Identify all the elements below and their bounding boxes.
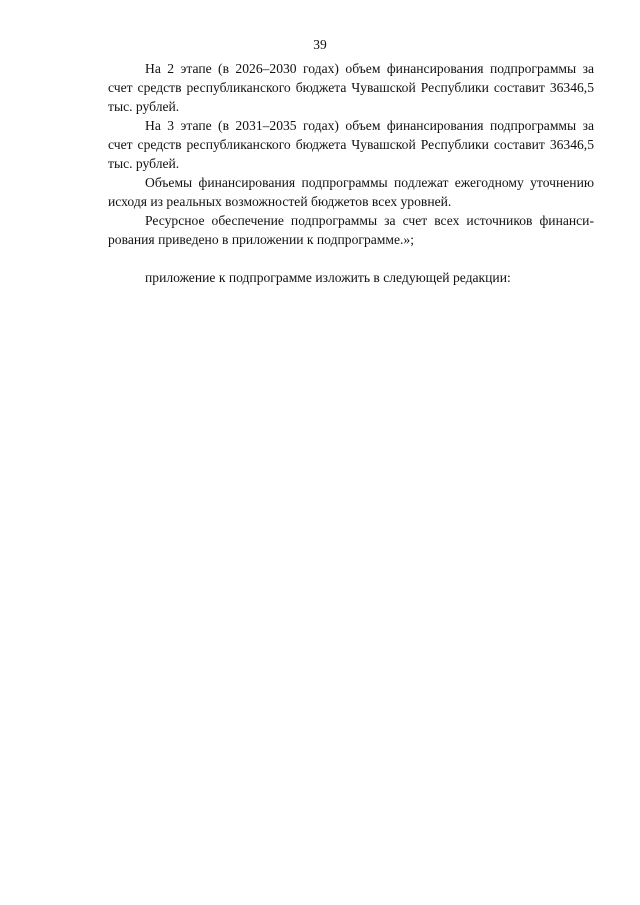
document-body: [108, 59, 594, 287]
paragraph-resource-provision: Ресурсное обеспечение подпрограммы за счет всех источников финансирования приведено в приложении к подпрограмме.»;: [108, 213, 594, 247]
paragraph-stage-3-funding: На 3 этапе (в 2031–2035 годах) объем финансирования подпрограммы за счет средств республиканского бюджета Чувашской Республики составит 36346,5 тыс. рублей.: [108, 118, 594, 171]
paragraph-stage-2-funding: На 2 этапе (в 2026–2030 годах) объем финансирования подпрограммы за счет средств республиканского бюджета Чувашской Республики составит 36346,5 тыс. рублей.: [108, 61, 594, 114]
paragraph-appendix-instruction: приложение к подпрограмме изложить в следующей редакции:: [145, 270, 511, 285]
page-number: 39: [313, 37, 327, 52]
paragraph-funding-adjustment: Объемы финансирования подпрограммы подлежат ежегодному уточнению исходя из реальных возможностей бюджетов всех уровней.: [108, 175, 594, 209]
